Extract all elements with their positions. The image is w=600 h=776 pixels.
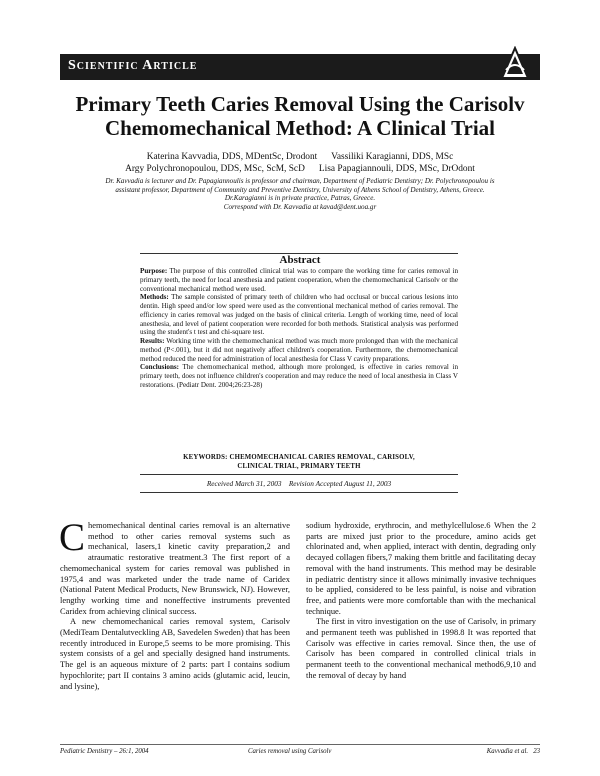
drop-cap: C (59, 516, 86, 559)
footer-author-page: Kavvadia et al. 23 (486, 748, 540, 755)
body-paragraph-1 (59, 516, 290, 616)
footer-journal: Pediatric Dentistry – 26:1, 2004 (60, 748, 149, 755)
abstract-methods (140, 293, 458, 337)
section-label: Scientific Article (68, 58, 198, 73)
body-column-right (306, 520, 536, 681)
affiliation-line-1: Dr. Kavvadia is lecturer and Dr. Papagiannoulis is professor and chairman, Department of Pediatric Dentistry; Dr. Polychronopoulou is (105, 177, 495, 185)
body-column-left (59, 516, 290, 691)
methods-label: Methods: (140, 293, 169, 302)
authors-line-1: Katerina Kavvadia, DDS, MDentSc, Drodont Vassiliki Karagianni, DDS, MSc (146, 152, 454, 162)
title-line-2: Chemomechanical Method: A Clinical Trial (104, 116, 496, 140)
article-title (60, 92, 540, 140)
conclusions-label: Conclusions: (140, 363, 180, 372)
footer-rule (60, 744, 540, 745)
abstract-body (140, 267, 458, 390)
body-paragraph-4: The first in vitro investigation on the use of Carisolv, in primary and permanent teeth was published in 1998.8 It was reported that Carisolv was effective in caries removal. Since then, the use of Carisolv has been compared in controlled clinical trials in permanent teeth to the conventional mechanical method6,9,10 and the removal of decay by hand (306, 616, 536, 680)
abstract-purpose (140, 267, 458, 293)
affiliations (60, 177, 540, 211)
methods-text: The sample consisted of primary teeth of children who had occlusal or buccal carious lesions into dentin. High speed and/or low speed were used as the conventional mechanical method of caries removal. The efficiency in caries removal was judged on the basis of clinical criteria. Length of working time, need of local anesthesia, and level of patient cooperation were recorded for both methods. Statistical analysis was performed using the student's t test and chi-square test. (140, 293, 458, 337)
keywords-line-1: KEYWORDS: CHEMOMECHANICAL CARIES REMOVAL, CARISOLV, (183, 454, 415, 461)
received-dates: Received March 31, 2003 Revision Accepted August 11, 2003 (206, 479, 392, 488)
keywords (140, 453, 458, 471)
received-rule (140, 492, 458, 493)
abstract-conclusions (140, 363, 458, 389)
body-paragraph-1-text: hemomechanical dentinal caries removal is an alternative method to other caries removal systems such as mechanical, lasers,1 kinetic cavity preparation,2 and atraumatic restorative treatment.3 The first report of a chemomechanical system for caries removal was published in 1975,4 and was marketed under the trade name of Caridex (National Patent Medical Products, New Brunswick, NJ). However, lengthy working time and noneffective instruments prevented Caridex from achieving clinical success. (60, 520, 290, 616)
results-label: Results: (140, 337, 165, 345)
authors-line-2: Argy Polychronopoulou, DDS, MSc, ScM, ScD Lisa Papagiannouli, DDS, MSc, DrOdont (125, 163, 475, 174)
keywords-line-2: CLINICAL TRIAL, PRIMARY TEETH (237, 463, 361, 470)
purpose-text: The purpose of this controlled clinical trial was to compare the working time for caries removal in primary teeth, the need for local anesthesia and patient cooperation, when the chemomechanical Carisolv or the conventional mechanical method were used. (140, 267, 458, 293)
abstract-bottom-rule (140, 474, 458, 475)
conclusions-text: The chemomechanical method, although more prolonged, is effective in caries removal in primary teeth, does not influence children's cooperation and may reduce the need of local anesthesia in Class V restorations. (Pediatr Dent. 2004;26:23-28) (140, 363, 458, 389)
purpose-label: Purpose: (140, 267, 168, 275)
body-paragraph-2: A new chemomechanical caries removal system, Carisolv (MediTeam Dentalutveckling AB, Savedelen Sweden) that has been recently introduced in Europe,5 seems to be more promising. This system consists of a gel and specially designed hand instruments. The gel is an aqueous mixture of 2 parts: part I contains sodium hypochlorite; part II contains 3 amino acids (glutamic acid, leucin, and lysine), (60, 616, 290, 691)
results-text: Working time with the chemomechanical method was much more prolonged than with the mechanical method (P<.001), but it did not negatively affect children's cooperation. Furthermore, the chemomechanical method reduced the need for administration of local anesthesia for Class V cavity preparations. (140, 337, 458, 363)
body-paragraph-3: sodium hydroxide, erythrocin, and methylcellulose.6 When the 2 parts are mixed just prior to the procedure, amino acids get chlorinated and, when applied, interact with dentin, degrading only decayed collagen fibers,7 making them brittle and facilitating decay removal with the hand instruments. This method may be desirable in pediatric dentistry since it allows minimally invasive techniques to be applied, considered to be less painful, is noise and vibration free, and patients were more comfortable than with the mechanical technique. (306, 520, 536, 616)
abstract-results (140, 337, 458, 363)
affiliation-line-3: Dr.Karagianni is in private practice, Patras, Greece. (224, 194, 376, 203)
abstract-heading: Abstract (279, 254, 321, 266)
correspondence: Correspond with Dr. Kavvadia at kavad@dent.uoa.gr (223, 202, 377, 211)
section-banner (60, 54, 540, 80)
author-list (60, 152, 540, 175)
journal-logo-icon (500, 46, 530, 80)
title-line-1: Primary Teeth Caries Removal Using the Carisolv (75, 92, 525, 116)
affiliation-line-2: assistant professor, Department of Community and Preventive Dentistry, University of Athens School of Dentistry, Athens, Greece. (115, 185, 485, 194)
footer-running-title: Caries removal using Carisolv (248, 748, 332, 755)
